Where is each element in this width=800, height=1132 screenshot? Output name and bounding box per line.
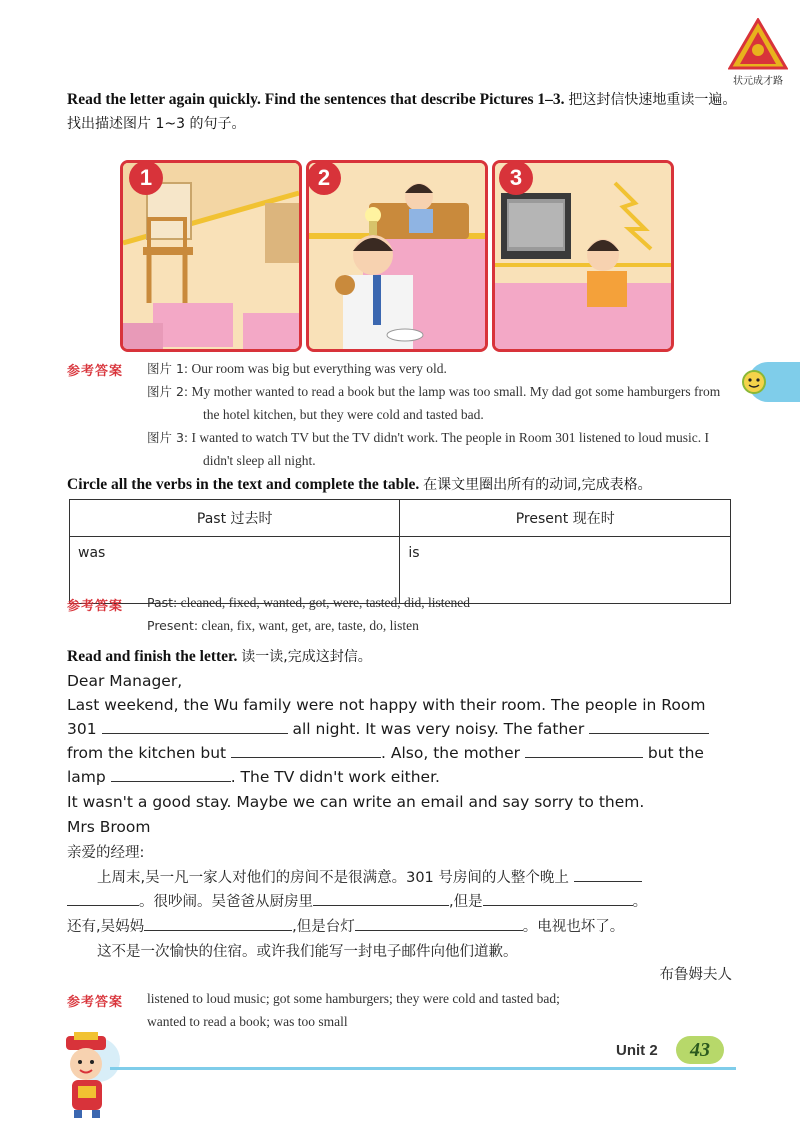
verbs-answer-present (147, 614, 737, 637)
footer-unit: Unit 2 (616, 1042, 658, 1059)
footer-mascot (48, 1030, 128, 1120)
letter-text: from the kitchen but (67, 744, 227, 762)
letter-line-1: Last weekend, the Wu family were not happy with their room. The people in Room (67, 696, 706, 714)
letter-text: but the (647, 744, 704, 762)
picture-number-badge: 3 (499, 161, 533, 195)
table-cell-present: is (400, 537, 731, 604)
answer-text: clean, fix, want, get, are, taste, do, listen (201, 618, 419, 633)
answer-label: 参考答案 (67, 364, 124, 379)
section1-instruction-en: Read the letter again quickly. Find the sentences that describe Pictures 1–3. (67, 91, 565, 108)
table-header-present: Present 现在时 (400, 500, 731, 537)
hamburger-dad-illustration (309, 163, 485, 349)
translation-text: 上周末,吴一凡一家人对他们的房间不是很满意。301 号房间的人整个晚上 (97, 870, 569, 886)
translation-text: 。很吵闹。吴爸爸从厨房里 (139, 894, 313, 910)
section2-instruction-cn: 在课文里圈出所有的动词,完成表格。 (423, 477, 652, 493)
answer-blank[interactable] (144, 916, 292, 931)
picture-3 (492, 160, 674, 352)
answer-prefix: 图片 1: (147, 361, 189, 376)
picture-answer-3 (147, 426, 737, 472)
translation-line-3 (67, 914, 737, 940)
answer-blank[interactable] (102, 719, 288, 734)
section1-instruction-cn: 把这封信快速地重读一遍。找出描述图片 1~3 的句子。 (67, 92, 737, 132)
answer-text: cleaned, fixed, wanted, got, were, tasted, did, listened (180, 595, 471, 610)
section3-instruction (67, 645, 737, 669)
picture-number-badge: 1 (129, 161, 163, 195)
letter-answer-line-1: listened to loud music; got some hamburgers; they were cold and tasted bad; (147, 991, 560, 1006)
side-tab (748, 362, 800, 402)
translation-greeting: 亲爱的经理: (67, 845, 145, 861)
answer-blank[interactable] (589, 719, 709, 734)
answer-blank[interactable] (313, 891, 449, 906)
logo-triangle-icon (728, 18, 788, 70)
mascot-icon (48, 1030, 128, 1120)
translation-line-2 (67, 889, 737, 915)
answer-text: My mother wanted to read a book but the lamp was too small. My dad got some hamburgers from the hotel kitchen, but they were cold and tasted bad. (191, 384, 721, 422)
letter-text: lamp (67, 768, 106, 786)
verb-table (69, 499, 731, 604)
letter-answer-line-2: wanted to read a book; was too small (147, 1014, 348, 1029)
answer-prefix: Past: (147, 595, 178, 610)
letter-text: 301 (67, 720, 97, 738)
translation-text: 还有,吴妈妈 (67, 919, 145, 935)
translation-line-1 (67, 865, 737, 891)
table-cell-past: was (70, 537, 400, 604)
answer-blank[interactable] (231, 743, 381, 758)
picture-number-badge: 2 (307, 161, 341, 195)
answer-blank[interactable] (355, 916, 523, 931)
answer-prefix: 图片 3: (147, 430, 189, 445)
letter-text: all night. It was very noisy. The father (292, 720, 585, 738)
answer-label: 参考答案 (67, 599, 124, 614)
answer-blank[interactable] (525, 743, 643, 758)
letter-line-5: It wasn't a good stay. Maybe we can write an email and say sorry to them. (67, 793, 645, 811)
mascot-face-icon (740, 368, 768, 396)
publisher-logo (728, 18, 788, 87)
answer-blank[interactable] (111, 767, 231, 782)
translation-line-4 (67, 939, 737, 965)
answer-blank[interactable] (67, 891, 139, 906)
letter-line-4 (67, 765, 737, 790)
letter-line-2 (67, 717, 737, 742)
letter-line-3 (67, 741, 737, 766)
answer-blank[interactable] (483, 891, 633, 906)
translation-text: ,但是台灯 (292, 919, 355, 935)
table-header-past: Past 过去时 (70, 500, 400, 537)
letter-text: . The TV didn't work either. (230, 768, 440, 786)
translation-text: 。电视也坏了。 (522, 919, 625, 935)
answer-prefix: 图片 2: (147, 384, 189, 399)
letter-signature: Mrs Broom (67, 818, 151, 836)
section3-instruction-cn: 读一读,完成这封信。 (241, 649, 372, 665)
picture-2 (306, 160, 488, 352)
page-number: 43 (676, 1036, 724, 1064)
verbs-answer-past (147, 591, 737, 614)
section1-instruction (67, 88, 737, 136)
letter-text: . Also, the mother (381, 744, 520, 762)
letter-greeting: Dear Manager, (67, 672, 183, 690)
picture-answer-1 (147, 357, 737, 380)
logo-text: 状元成才路 (733, 76, 783, 87)
table-header-row (70, 500, 731, 537)
section2-instruction-en: Circle all the verbs in the text and complete the table. (67, 476, 420, 493)
answer-label: 参考答案 (67, 995, 124, 1010)
picture-1 (120, 160, 302, 352)
picture-answer-2 (147, 380, 737, 426)
section3-instruction-en: Read and finish the letter. (67, 648, 238, 665)
translation-text: 这不是一次愉快的住宿。或许我们能写一封电子邮件向他们道歉。 (97, 944, 518, 960)
answer-text: Our room was big but everything was very old. (191, 361, 447, 376)
answer-prefix: Present: (147, 618, 199, 633)
footer-line (110, 1067, 736, 1070)
answer-text: I wanted to watch TV but the TV didn't work. The people in Room 301 listened to loud music. I didn't sleep all night. (191, 430, 710, 468)
answer-blank[interactable] (574, 867, 642, 882)
translation-text: 。 (632, 894, 648, 910)
translation-text: ,但是 (449, 894, 483, 910)
translation-signature: 布鲁姆夫人 (659, 967, 732, 983)
section2-instruction (67, 473, 757, 497)
